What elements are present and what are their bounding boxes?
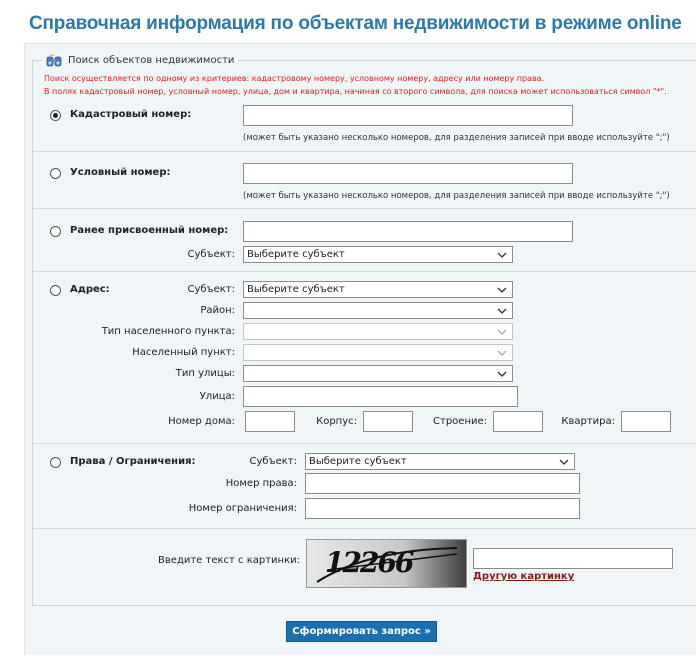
address-subject-label: Субъект: bbox=[187, 284, 235, 295]
chevron-down-icon bbox=[497, 369, 507, 379]
cadastral-input[interactable] bbox=[243, 105, 573, 126]
locality-select[interactable] bbox=[243, 344, 513, 361]
previous-number-input[interactable] bbox=[243, 221, 573, 242]
other-captcha-link[interactable]: Другую картинку bbox=[473, 571, 575, 582]
street-type-label: Тип улицы: bbox=[175, 368, 235, 379]
chevron-down-icon bbox=[497, 285, 507, 295]
district-select[interactable] bbox=[243, 302, 513, 319]
radio-previous-number[interactable] bbox=[50, 226, 61, 237]
separator bbox=[33, 271, 696, 272]
street-label: Улица: bbox=[199, 391, 235, 402]
building-input[interactable] bbox=[363, 411, 413, 432]
separator bbox=[33, 528, 696, 529]
submit-button[interactable]: Сформировать запрос » bbox=[286, 621, 437, 642]
structure-input[interactable] bbox=[493, 411, 543, 432]
chevron-down-icon bbox=[559, 457, 569, 467]
legend-text: Поиск объектов недвижимости bbox=[68, 54, 235, 66]
address-label: Адрес: bbox=[70, 284, 110, 295]
apartment-label: Квартира: bbox=[561, 416, 615, 427]
house-label: Номер дома: bbox=[168, 416, 235, 427]
district-label: Район: bbox=[200, 305, 235, 316]
address-subject-value: Выберите субъект bbox=[247, 284, 345, 295]
previous-subject-select[interactable] bbox=[243, 246, 513, 263]
captcha-text: 12266 bbox=[325, 546, 413, 579]
street-type-select[interactable] bbox=[243, 365, 513, 382]
conditional-label: Условный номер: bbox=[70, 167, 171, 178]
street-input[interactable] bbox=[243, 386, 518, 407]
apartment-input[interactable] bbox=[621, 411, 671, 432]
separator bbox=[33, 151, 696, 152]
radio-conditional[interactable] bbox=[50, 168, 61, 179]
radio-address[interactable] bbox=[50, 285, 61, 296]
address-subject-select[interactable] bbox=[243, 281, 513, 298]
chevron-down-icon bbox=[497, 306, 507, 316]
chevron-down-icon bbox=[497, 327, 507, 337]
radio-rights[interactable] bbox=[50, 457, 61, 468]
restriction-number-input[interactable] bbox=[305, 498, 580, 519]
rights-subject-value: Выберите субъект bbox=[309, 456, 407, 467]
conditional-input[interactable] bbox=[243, 163, 573, 184]
conditional-hint: (может быть указано несколько номеров, для разделения записей при вводе используйте ";") bbox=[243, 191, 670, 201]
captcha-input[interactable] bbox=[473, 548, 673, 569]
captcha-label: Введите текст с картинки: bbox=[158, 555, 300, 566]
rights-subject-label: Субъект: bbox=[249, 456, 297, 467]
binoculars-icon bbox=[46, 54, 64, 67]
previous-number-label: Ранее присвоенный номер: bbox=[70, 225, 229, 236]
captcha-image bbox=[306, 539, 467, 588]
separator bbox=[33, 208, 696, 209]
chevron-down-icon bbox=[497, 348, 507, 358]
rights-subject-select[interactable] bbox=[305, 453, 575, 470]
fieldset-legend bbox=[42, 53, 238, 67]
building-label: Корпус: bbox=[316, 416, 357, 427]
chevron-down-icon bbox=[497, 250, 507, 260]
radio-cadastral[interactable] bbox=[50, 110, 61, 121]
separator bbox=[33, 443, 696, 444]
previous-subject-label: Субъект: bbox=[187, 249, 235, 260]
cadastral-hint: (может быть указано несколько номеров, для разделения записей при вводе используйте ";") bbox=[243, 133, 670, 143]
rights-label: Права / Ограничения: bbox=[70, 456, 196, 467]
right-number-label: Номер права: bbox=[225, 478, 297, 489]
right-number-input[interactable] bbox=[305, 473, 580, 494]
structure-label: Строение: bbox=[433, 416, 487, 427]
page-title: Справочная информация по объектам недвижимости в режиме online bbox=[29, 13, 682, 34]
search-note-1: Поиск осуществляется по одному из критериев: кадастровому номеру, условному номеру, адресу или номеру права. bbox=[44, 74, 545, 83]
house-input[interactable] bbox=[245, 411, 295, 432]
previous-subject-value: Выберите субъект bbox=[247, 249, 345, 260]
restriction-number-label: Номер ограничения: bbox=[188, 503, 297, 514]
search-note-2: В полях кадастровый номер, условный номер, улица, дом и квартира, начиная со второго символа, для поиска может использоваться символ "*". bbox=[44, 87, 667, 96]
locality-type-label: Тип населенного пункта: bbox=[101, 326, 235, 337]
locality-type-select[interactable] bbox=[243, 323, 513, 340]
cadastral-label: Кадастровый номер: bbox=[70, 109, 192, 120]
locality-label: Населенный пункт: bbox=[132, 347, 235, 358]
